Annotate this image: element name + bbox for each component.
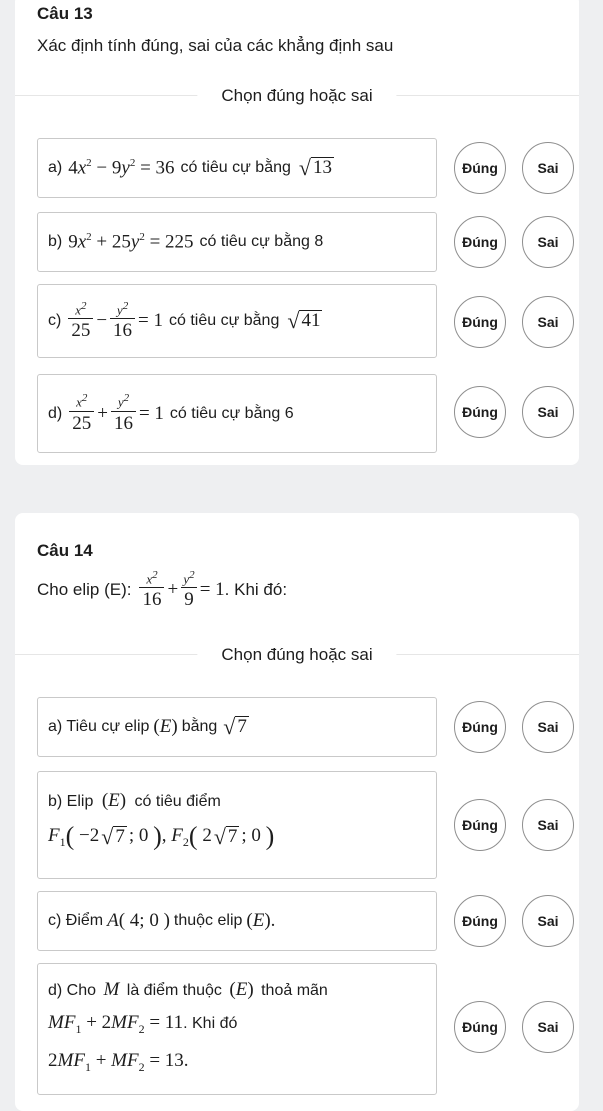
false-button-a[interactable]: Sai (522, 142, 574, 194)
choose-true-false-label: Chọn đúng hoặc sai (197, 645, 396, 665)
true-button-d[interactable]: Đúng (454, 386, 506, 438)
false-button-c[interactable]: Sai (522, 296, 574, 348)
statement-d: d) $x^2$ 25 + $y^2$ 16 = 1 có tiêu cự bằng 6 (37, 374, 437, 453)
question-prompt: Xác định tính đúng, sai của các khẳng định sau (37, 36, 394, 55)
true-button-c[interactable]: Đúng (454, 895, 506, 947)
question-card-13 (15, 0, 579, 465)
statement-d: d) Cho M là điểm thuộc (E) thoả mãn $MF_1 + 2MF_2 = 11$. Khi đó $2MF_1 + MF_2 = 13$. (37, 963, 437, 1095)
true-button-b[interactable]: Đúng (454, 799, 506, 851)
false-button-a[interactable]: Sai (522, 701, 574, 753)
question-card-14 (15, 513, 579, 1111)
false-button-c[interactable]: Sai (522, 895, 574, 947)
divider (15, 645, 579, 662)
equation: $4x^2 - 9y^2 = 36$ (68, 156, 175, 179)
choose-true-false-label: Chọn đúng hoặc sai (197, 86, 396, 106)
divider (15, 86, 579, 103)
true-button-a[interactable]: Đúng (454, 701, 506, 753)
sqrt-expression: √ 41 (287, 308, 321, 333)
statement-c: c) Điểm A( 4; 0 ) thuộc elip (E). (37, 891, 437, 951)
false-button-d[interactable]: Sai (522, 1001, 574, 1053)
question-prompt: Cho elip (E): $x^2$ 16 + $y^2$ 9 = 1 . Khi đó: (37, 569, 288, 611)
true-button-c[interactable]: Đúng (454, 296, 506, 348)
false-button-b[interactable]: Sai (522, 799, 574, 851)
statement-c: c) $x^2$ 25 − $y^2$ 16 = 1 có tiêu cự bằng √ 41 (37, 284, 437, 358)
false-button-b[interactable]: Sai (522, 216, 574, 268)
true-button-d[interactable]: Đúng (454, 1001, 506, 1053)
equation: $9x^2 + 25y^2 = 225$ (68, 230, 194, 253)
statement-a: a) Tiêu cự elip (E) bằng √ 7 (37, 697, 437, 757)
true-button-b[interactable]: Đúng (454, 216, 506, 268)
statement-b: b) Elip (E) có tiêu điểm $F_1( -2$ √ 7 ; 0 ), $F_2$( 2 √ 7 ; 0 ) (37, 771, 437, 879)
true-button-a[interactable]: Đúng (454, 142, 506, 194)
question-title: Câu 14 (37, 541, 93, 560)
statement-a: a) $4x^2 - 9y^2 = 36$ có tiêu cự bằng √ 13 (37, 138, 437, 198)
question-title: Câu 13 (37, 4, 93, 23)
false-button-d[interactable]: Sai (522, 386, 574, 438)
statement-b: b) $9x^2 + 25y^2 = 225$ có tiêu cự bằng 8 (37, 212, 437, 272)
sqrt-expression: √ 13 (298, 155, 332, 180)
